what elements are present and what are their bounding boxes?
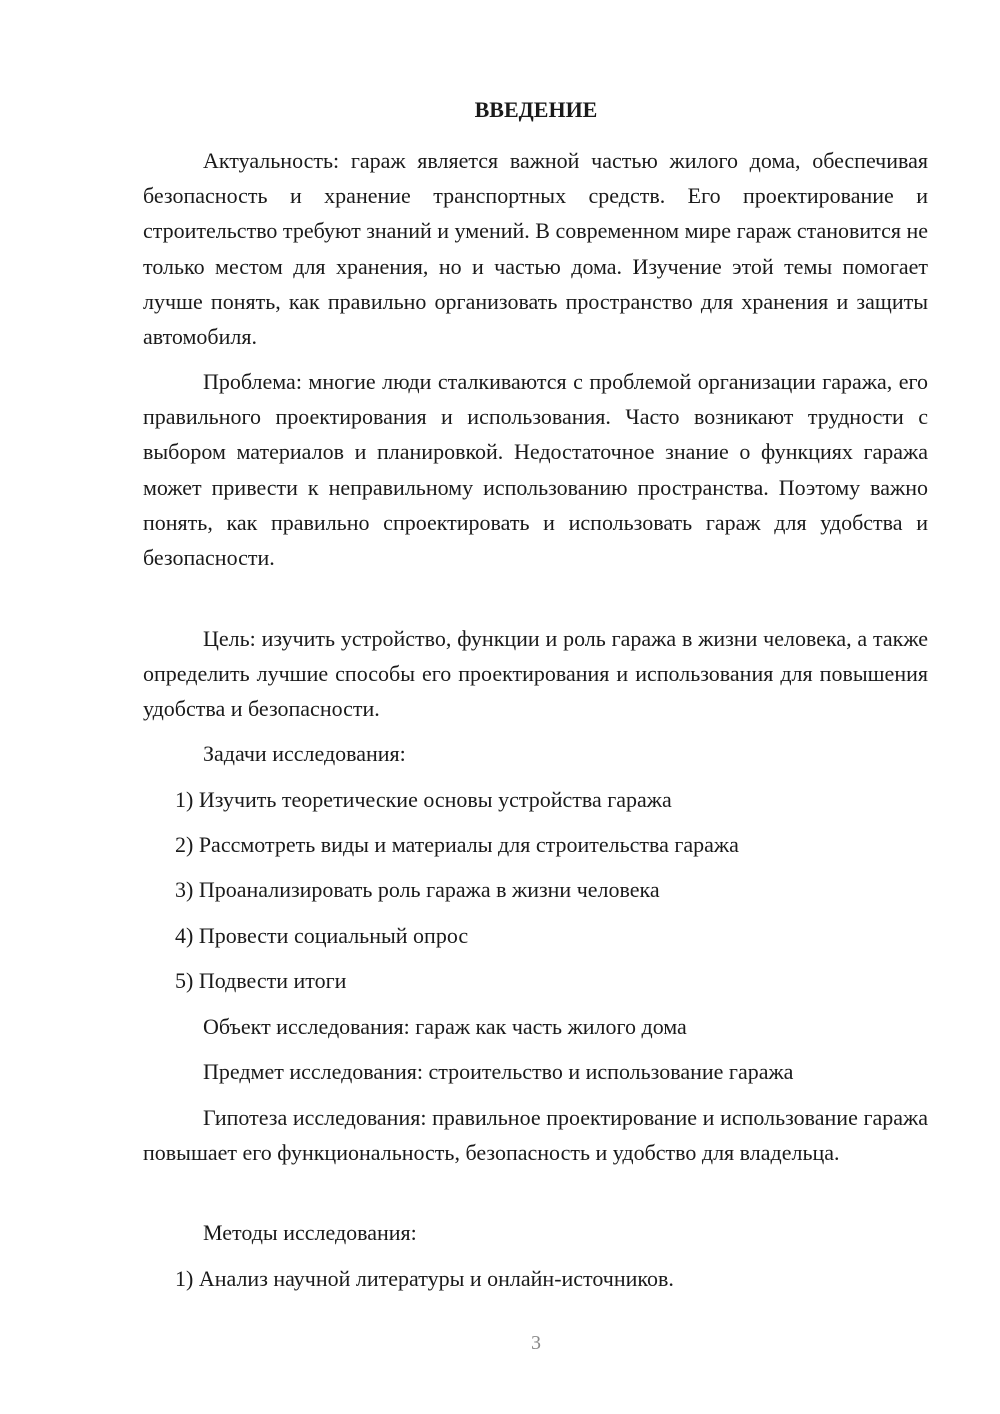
task-item-2: 2) Рассмотреть виды и материалы для строительства гаража xyxy=(175,832,739,857)
paragraph-relevance: Актуальность: гараж является важной частью жилого дома, обеспечивая безопасность и хранение транспортных средств. Его проектирование и строительство требуют знаний и умений. В современном мире гараж становится не только местом для хранения, но и частью дома. Изучение этой темы помогает лучше понять, как правильно организовать пространство для хранения и защиты автомобиля. xyxy=(143,148,928,350)
paragraph-problem: Проблема: многие люди сталкиваются с проблемой организации гаража, его правильного проектирования и использования. Часто возникают трудности с выбором материалов и планировкой. Недостаточное знание о функциях гаража может привести к неправильному использованию пространства. Поэтому важно понять, как правильно спроектировать и использовать гараж для удобства и безопасности. xyxy=(143,369,928,571)
research-subject: Предмет исследования: строительство и использование гаража xyxy=(203,1059,794,1084)
page-number: 3 xyxy=(531,1332,541,1354)
task-item-1: 1) Изучить теоретические основы устройства гаража xyxy=(175,787,672,812)
task-item-5: 5) Подвести итоги xyxy=(175,968,347,993)
page-title: ВВЕДЕНИЕ xyxy=(474,97,598,122)
tasks-heading: Задачи исследования: xyxy=(203,741,406,766)
methods-heading: Методы исследования: xyxy=(203,1220,417,1245)
task-item-3: 3) Проанализировать роль гаража в жизни человека xyxy=(175,877,660,902)
research-object: Объект исследования: гараж как часть жилого дома xyxy=(203,1014,687,1039)
paragraph-goal: Цель: изучить устройство, функции и роль гаража в жизни человека, а также определить лучшие способы его проектирования и использования для повышения удобства и безопасности. xyxy=(143,626,928,722)
paragraph-hypothesis: Гипотеза исследования: правильное проектирование и использование гаража повышает его функциональность, безопасность и удобство для владельца. xyxy=(143,1105,928,1166)
method-item-1: 1) Анализ научной литературы и онлайн-источников. xyxy=(175,1266,674,1291)
task-item-4: 4) Провести социальный опрос xyxy=(175,923,469,948)
